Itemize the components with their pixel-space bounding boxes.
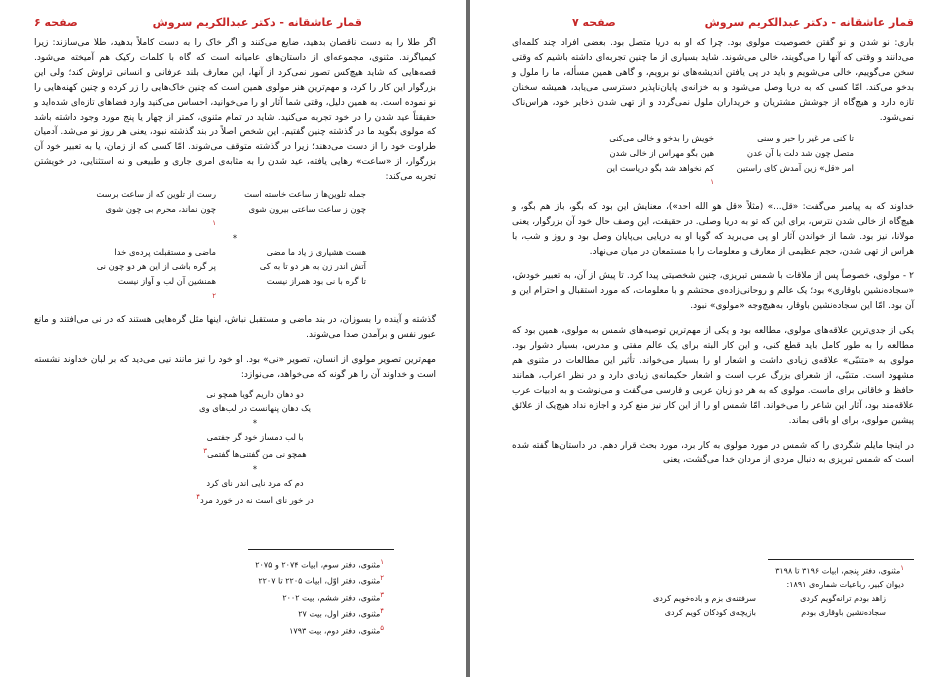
poem-verse: تا کنی مر غیر را حبر و سنی bbox=[757, 133, 854, 144]
paragraph: باری: نو شدن و نو گفتن خصوصیت مولوی بود. چرا که او به دریا متصل بود. بعضی افراد چند کلمه‌ای می‌دانند و وقتی که آنها را می‌گویند، خالی می‌شوند. شاید بسیاری از ما چنین تجربه‌ای داشته باشیم که وقتی سخن می‌گوییم، خالی می‌شویم و باید در پی یافتن اندیشه‌های نو برویم، و گاهی همین مسأله، ما را ملول و بدخو می‌کند. امّا کسی که به دریا وصل می‌شود و به خزانه‌ی پایان‌ناپذیر دسترسی می‌یابد، همیشه سخنان تازه دارد و هیچ‌گاه از جوشش مشتریان و خریداران ملول نمی‌گردد و از تهی شدن ذخایر خود، هراس‌ناک نمی‌شود. bbox=[512, 38, 914, 123]
footnote-ref: ۳ bbox=[203, 447, 208, 456]
verse-separator: * bbox=[252, 463, 258, 474]
footnote-text: مثنوی، دفتر اوّل، ابیات ۲۲۰۵ تا ۲۲۰۷ bbox=[258, 577, 381, 587]
page-header-title: قمار عاشقانه - دکتر عبدالکریم سروش bbox=[152, 16, 362, 29]
verse-separator: * bbox=[252, 417, 258, 428]
footnote-poem bbox=[626, 592, 886, 606]
poem bbox=[512, 131, 914, 189]
poem-verse: سجاده‌نشین باوقاری بودم bbox=[801, 607, 886, 617]
footnote-ref: ۴ bbox=[196, 493, 201, 502]
poem-verse: با لب دمساز خود گر جفتمی bbox=[206, 432, 304, 443]
footnote-text: دیوان کبیر، رباعیات شماره‌ی ۱۸۹۱: bbox=[786, 580, 904, 590]
poem-verse: رست از تلوین که از ساعت برست bbox=[96, 189, 216, 200]
poem-verse: پر گره باشی از این هر دو چون نی bbox=[96, 261, 216, 272]
footnote-rule bbox=[768, 559, 914, 560]
paragraph: گذشته و آینده را بسوزان، در بند ماضی و مستقبل نباش، اینها مثل گره‌هایی هستند که در نی می‌افتند و مانع عبور نفس و برآمدن صدا می‌شوند. bbox=[34, 315, 436, 341]
page-number: صفحه ۷ bbox=[572, 16, 616, 29]
footnote-ref: ۲ bbox=[212, 291, 216, 300]
page-body bbox=[34, 36, 436, 508]
paragraph: اگر طلا را به دست ناقصان بدهید، ضایع می‌کنند و اگر خاک را به دست کاملاً بدهید، طلا می‌سازند: زیرا کیمیاگرند. مثنوی، مجموعه‌ای از داستان‌های عامیانه است که گاه با کلمات رکیک هم آمیخته می‌شود. قصه‌هایی که شاید هیچ‌کس تصور نمی‌کرد از آنها، این معارف بلند عرفانی و انسانی تراوش کند؛ ولی این بزرگوار این کار را کرد، و مهم‌ترین هنر مولوی همین است که چنین خاک‌هایی را زر کرده و چنین کهنه‌هایی را نو نموده است. به همین دلیل، وقتی شما آثار او را می‌خوانید، احساس می‌کنید وارد فضاهای تازه‌ای شده‌اید و حقیقتاً عید شدن را در خود تجربه می‌کنید. شاید در تمام مثنوی، کمتر از چهار یا پنج مورد وجود داشته باشد که مولوی بگوید ما در گذشته چنین گفتیم. این شخص اصلاً در بند گذشته نبود، یعنی هر روز نو می‌شد. آدمیان طراوت خود را از دست می‌دهند؛ زیرا در گذشته متوقف می‌شوند. امّا کسی که از زمان، یا به تعبیر خود آن بزرگوار، از «ساعت» رهایی یافته، عید شدن را به مثابه‌ی امری جاری و طبیعی و نه استثنایی، در خویشتن تجربه می‌کند: bbox=[34, 38, 436, 183]
poem-verse: یک دهان پنهانست در لب‌های وی bbox=[199, 403, 311, 414]
poem-verse: بازیچه‌ی کودکان کویم کردی bbox=[664, 607, 756, 617]
document-page-left bbox=[0, 0, 466, 677]
paragraph: خداوند که به پیامبر می‌گفت: «قل...» (مثلاً «قل هو الله احد»)، معنایش این بود که بگو، باز هم بگو، و هیچ‌گاه از خالی شدن نترس، برای این که تو به دریا وصلی. در حقیقت، این وصف حال خود آن بزرگوار، یعنی مولانا، نیز بود. شما از خواندن آثار او پی می‌برید که گویا او به دریایی بی‌پایان وصل بود و روز و شب، با هراس از تهی شدن، حجم عظیمی از معارف و معلومات را با مستمعان در میان می‌نهاد. bbox=[512, 201, 914, 257]
poem-verse: متصل چون شد دلت با آن عدن bbox=[746, 148, 854, 159]
poem-verse: در خور نای است نه در خورد مرد bbox=[200, 495, 314, 506]
poem-verse: هین بگو مهراس از خالی شدن bbox=[609, 148, 714, 159]
footnote-text: مثنوی، دفتر دوم، بیت ۱۷۹۳ bbox=[289, 626, 381, 636]
poem-verse: تا گره با نی بود همراز نیست bbox=[266, 276, 366, 287]
footnote-mark: ۱ bbox=[380, 558, 384, 566]
footnote-text: مثنوی، دفتر ششم، بیت ۲۰۰۲ bbox=[282, 593, 381, 603]
poem-verse: خویش را بدخو و خالی می‌کنی bbox=[609, 133, 714, 144]
footnote-text: مثنوی، دفتر اول، بیت ۲۷ bbox=[298, 610, 381, 620]
poem-verse: چون نماند، محرم بی چون شوی bbox=[105, 203, 216, 214]
poem-verse: ماضی و مستقبلت پرده‌ی خدا bbox=[114, 246, 216, 257]
document-page-right bbox=[470, 0, 946, 677]
page-header-title: قمار عاشقانه - دکتر عبدالکریم سروش bbox=[704, 16, 914, 29]
poem-verse: همنشین آن لب و آواز نیست bbox=[117, 276, 216, 287]
footnote-rule bbox=[248, 549, 394, 550]
paragraph: ۲ - مولوی، خصوصاً پس از ملاقات با شمس تبریزی، چنین شخصیتی پیدا کرد. تا پیش از آن، به تعبیر خودش، «سجاده‌نشین باوقاری» بود؛ یک عالم و روحانی‌زاده‌ی محتشم و با معلومات، که مورد استقبال و احترام این و آن بود. امّا این سجاده‌نشین باوقار، به‌هیچ‌وجه «مولوی» نبود. bbox=[512, 271, 914, 312]
poem-verse: دم که مرد نایی اندر نای کرد bbox=[206, 478, 304, 489]
footnote-mark: ۳ bbox=[380, 590, 384, 599]
footnote-text: مثنوی، دفتر سوم، ابیات ۲۰۷۴ و ۲۰۷۵ bbox=[255, 560, 381, 570]
footnote-mark: ۱ bbox=[900, 564, 904, 572]
poem bbox=[34, 187, 436, 303]
poem-verse: امر «قل» زین آمدش کای راستین bbox=[736, 162, 854, 173]
paragraph: یکی از جدی‌ترین علاقه‌های مولوی، مطالعه بود و یکی از مهم‌ترین توصیه‌های شمس به مولوی، همین بود که مطالعه را به طور کامل باید قطع کنی، و این کار البته برای یک عالم مفتی و مدرس، بسیار دشوار بود. مولوی به «متنبّی» علاقه‌ی زیادی داشت و اشعار او را بسیار می‌خواند. تأثیر این مطالعات در مثنوی هم مشهود است. متنبّی، از شعرای بزرگ عرب است و اشعار حکیمانه‌ی زیادی دارد و در نظر اعراب، همانند حافظ و خاقانی برای ماست. مولوی که به هر دو زبان عربی و فارسی می‌گفت و می‌نوشت و به ادبیات عرب علاقه‌مند بود، آثار این شاعر را می‌خواند. امّا شمس او را از این کار نیز منع کرد و اجازه نداد هیچ‌یک از علائق پیشین مولوی، برای او باقی بماند. bbox=[512, 326, 914, 426]
verse-separator: * bbox=[232, 232, 238, 243]
footnotes bbox=[255, 556, 384, 638]
poem-verse: همچو نی من گفتنی‌ها گفتمی bbox=[207, 449, 307, 460]
footnotes bbox=[626, 562, 904, 619]
footnote-mark: ۵ bbox=[380, 623, 384, 632]
poem-verse: دو دهان داریم گویا همچو نی bbox=[206, 388, 304, 399]
page-number: صفحه ۶ bbox=[34, 16, 78, 29]
footnote-text: مثنوی، دفتر پنجم، ابیات ۳۱۹۶ تا ۳۱۹۸ bbox=[775, 566, 901, 576]
paragraph: مهم‌ترین تصویر مولوی از انسان، تصویر «نی» بود. او خود را نیز مانند نیی می‌دید که بر لبان خداوند نشسته است و خداوند آن را هر گونه که می‌خواهد، می‌نوازد: bbox=[34, 355, 436, 380]
poem-verse: سرفتنه‌ی بزم و باده‌خویم کردی bbox=[652, 594, 756, 604]
poem bbox=[34, 387, 436, 508]
poem-verse: کم نخواهد شد بگو دریاست این bbox=[606, 162, 714, 173]
footnote-mark: ۲ bbox=[380, 574, 384, 583]
poem-verse: زاهد بودم ترانه‌گویم کردی bbox=[800, 594, 886, 604]
poem-verse: هست هشیاری ز یاد ما مضی bbox=[266, 246, 366, 257]
footnote-poem bbox=[626, 606, 886, 620]
footnote-mark: ۴ bbox=[380, 607, 384, 616]
paragraph: در اینجا مایلم شگردی را که شمس در مورد مولوی به کار برد، مورد بحث قرار دهم. در داستان‌ها گفته شده است که شمس تبریزی به دنبال مردی از مردان خدا می‌گشت، یعنی bbox=[512, 440, 914, 466]
page-body bbox=[512, 36, 914, 478]
poem-verse: جمله تلوین‌ها ز ساعت خاسته است bbox=[244, 189, 366, 200]
poem-verse: آتش اندر زن به هر دو تا به کی bbox=[259, 261, 366, 272]
footnote-ref: ۱ bbox=[710, 178, 714, 187]
footnote-ref: ۱ bbox=[212, 219, 216, 228]
poem-verse: چون ز ساعت ساعتی بیرون شوی bbox=[248, 203, 366, 214]
